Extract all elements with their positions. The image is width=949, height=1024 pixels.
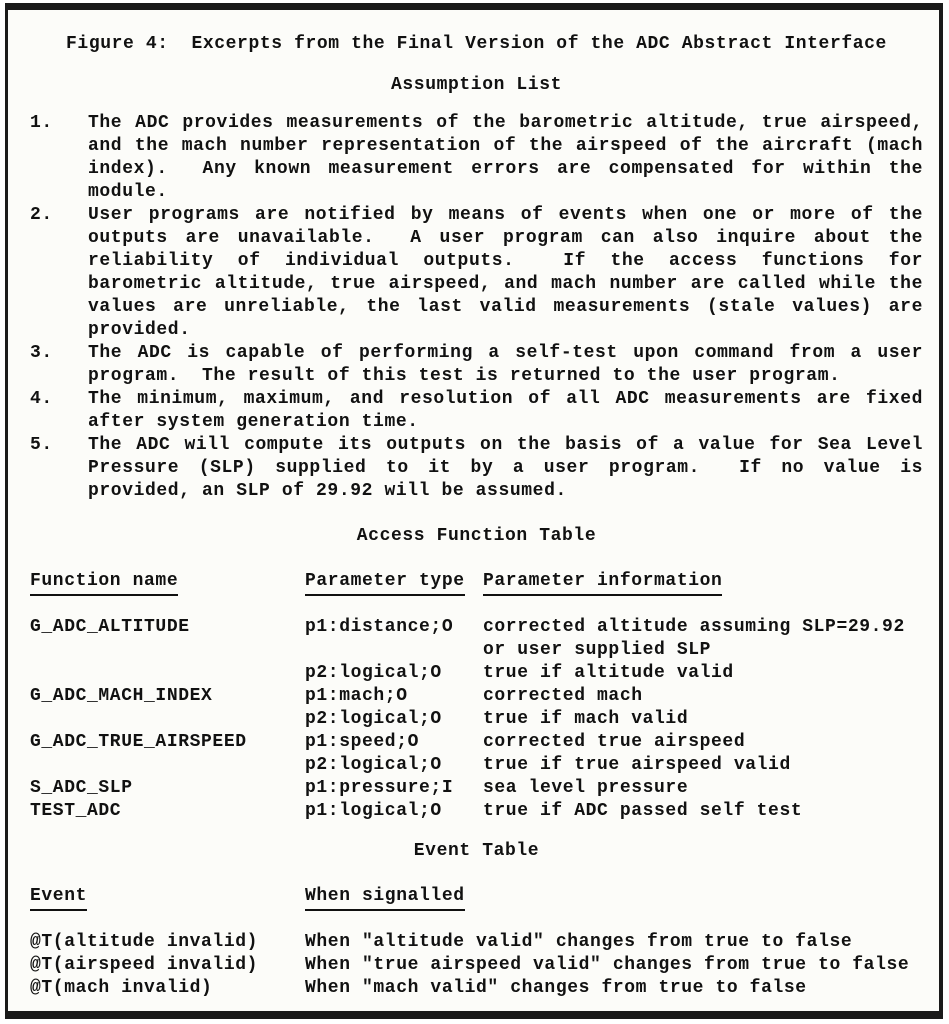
- cell-function-name: G_ADC_MACH_INDEX: [30, 686, 213, 706]
- assumption-line: User programs are notified by means of events when one or more of the: [88, 205, 923, 225]
- assumption-line: The minimum, maximum, and resolution of all ADC measurements are fixed: [88, 389, 923, 409]
- cell-function-name: [30, 639, 305, 662]
- assumption-line: reliability of individual outputs. If the access functions for: [88, 251, 923, 271]
- cell-function-name: G_ADC_ALTITUDE: [30, 617, 190, 637]
- assumption-line: and the mach number representation of the airspeed of the aircraft (mach: [88, 136, 923, 156]
- assumption-item: [30, 342, 923, 388]
- table-row: [30, 662, 923, 685]
- column-header-event: [30, 885, 305, 931]
- cell-event: @T(airspeed invalid): [30, 955, 259, 975]
- cell-function-name: [30, 662, 305, 685]
- access-function-table-heading: Access Function Table: [356, 526, 597, 546]
- table-row: [30, 777, 923, 800]
- access-function-table: [30, 570, 923, 823]
- assumption-item: [30, 112, 923, 204]
- assumption-line: The ADC will compute its outputs on the basis of a value for Sea Level: [88, 435, 923, 455]
- assumption-list-heading: Assumption List: [390, 75, 563, 95]
- table-row: [30, 977, 923, 1000]
- assumption-line: provided, an SLP of 29.92 will be assumed.: [88, 481, 567, 501]
- column-header-label: Parameter type: [305, 570, 465, 596]
- assumption-line: Pressure (SLP) supplied to it by a user program. If no value is: [88, 458, 923, 478]
- column-header-label: Parameter information: [483, 570, 722, 596]
- assumption-number: 3.: [30, 343, 53, 363]
- access-table-header-row: [30, 570, 923, 616]
- assumption-line: provided.: [88, 320, 191, 340]
- column-header-parameter-type: [305, 570, 483, 616]
- assumption-line: index). Any known measurement errors are compensated for within the: [88, 159, 923, 179]
- assumption-line: program. The result of this test is returned to the user program.: [88, 366, 841, 386]
- figure-title: Figure 4: Excerpts from the Final Version of the ADC Abstract Interface: [66, 34, 887, 54]
- assumption-item: [30, 204, 923, 342]
- cell-function-name: G_ADC_TRUE_AIRSPEED: [30, 732, 247, 752]
- assumption-line: values are unreliable, the last valid measurements (stale values) are: [88, 297, 923, 317]
- assumption-number: 2.: [30, 205, 53, 225]
- cell-parameter-type: [305, 639, 483, 662]
- table-row: [30, 708, 923, 731]
- cell-parameter-type: p2:logical;O: [305, 755, 442, 775]
- cell-parameter-info: sea level pressure: [483, 778, 689, 798]
- cell-parameter-type: p1:logical;O: [305, 801, 442, 821]
- cell-parameter-type: p2:logical;O: [305, 709, 442, 729]
- cell-event: @T(mach invalid): [30, 978, 213, 998]
- assumption-list: [30, 112, 923, 503]
- table-row: [30, 954, 923, 977]
- cell-parameter-info: true if ADC passed self test: [483, 801, 803, 821]
- assumption-text: [88, 388, 923, 434]
- cell-parameter-info: corrected mach: [483, 686, 643, 706]
- figure-page: [5, 3, 943, 1019]
- assumption-text: [88, 434, 923, 503]
- assumption-text: [88, 112, 923, 204]
- assumption-line: barometric altitude, true airspeed, and mach number are called while the: [88, 274, 923, 294]
- cell-parameter-type: p1:pressure;I: [305, 778, 454, 798]
- assumption-text: [88, 204, 923, 342]
- assumption-item: [30, 434, 923, 503]
- table-row: [30, 800, 923, 823]
- cell-parameter-info: true if true airspeed valid: [483, 755, 791, 775]
- event-table: [30, 885, 923, 1000]
- table-row: [30, 616, 923, 639]
- column-header-label: When signalled: [305, 885, 465, 911]
- cell-parameter-type: p2:logical;O: [305, 663, 442, 683]
- assumption-number: 5.: [30, 435, 53, 455]
- assumption-line: after system generation time.: [88, 412, 419, 432]
- assumption-item: [30, 388, 923, 434]
- cell-parameter-info: corrected true airspeed: [483, 732, 746, 752]
- cell-parameter-info: true if mach valid: [483, 709, 689, 729]
- column-header-function-name: [30, 570, 305, 616]
- cell-when-signalled: When "true airspeed valid" changes from true to false: [305, 955, 910, 975]
- table-row: [30, 931, 923, 954]
- column-header-label: Event: [30, 885, 87, 911]
- cell-parameter-info: corrected altitude assuming SLP=29.92: [483, 617, 905, 637]
- column-header-parameter-information: [483, 570, 923, 616]
- event-table-header-row: [30, 885, 923, 931]
- cell-parameter-info: or user supplied SLP: [483, 640, 712, 660]
- cell-function-name: S_ADC_SLP: [30, 778, 133, 798]
- assumption-line: The ADC is capable of performing a self-test upon command from a user: [88, 343, 923, 363]
- cell-when-signalled: When "altitude valid" changes from true to false: [305, 932, 853, 952]
- column-header-label: Function name: [30, 570, 178, 596]
- assumption-line: module.: [88, 182, 168, 202]
- assumption-line: The ADC provides measurements of the barometric altitude, true airspeed,: [88, 113, 923, 133]
- cell-function-name: [30, 708, 305, 731]
- assumption-text: [88, 342, 923, 388]
- cell-parameter-type: p1:distance;O: [305, 617, 454, 637]
- assumption-number: 4.: [30, 389, 53, 409]
- table-row: [30, 685, 923, 708]
- table-row: [30, 754, 923, 777]
- cell-parameter-type: p1:speed;O: [305, 732, 420, 752]
- event-table-heading: Event Table: [413, 841, 540, 861]
- assumption-line: outputs are unavailable. A user program can also inquire about the: [88, 228, 923, 248]
- cell-parameter-info: true if altitude valid: [483, 663, 734, 683]
- table-row: [30, 731, 923, 754]
- assumption-number: 1.: [30, 113, 53, 133]
- cell-function-name: [30, 754, 305, 777]
- column-header-when-signalled: [305, 885, 923, 931]
- cell-event: @T(altitude invalid): [30, 932, 259, 952]
- cell-when-signalled: When "mach valid" changes from true to false: [305, 978, 807, 998]
- table-row: [30, 639, 923, 662]
- cell-function-name: TEST_ADC: [30, 801, 122, 821]
- cell-parameter-type: p1:mach;O: [305, 686, 408, 706]
